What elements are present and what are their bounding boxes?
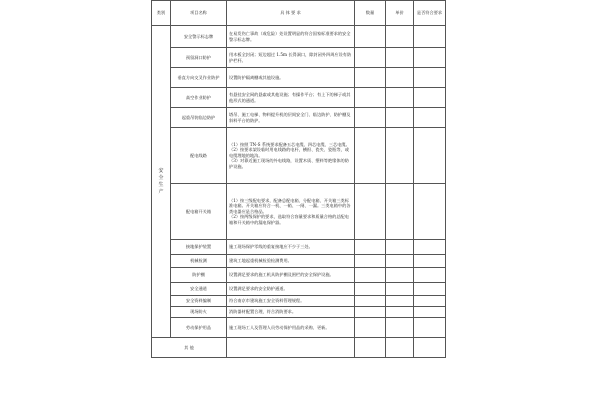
compliant-cell[interactable] <box>414 240 446 255</box>
unit-price-cell[interactable] <box>386 318 414 338</box>
unit-price-cell[interactable] <box>386 88 414 108</box>
table-row <box>152 296 446 307</box>
requirement-text: 用木板全封闭；短边超过 1.5m 长得洞口，除封闭外四周应设有防护栏杆。 <box>229 51 352 63</box>
quantity-cell[interactable] <box>355 307 386 318</box>
requirement-cell <box>227 283 355 296</box>
category-label: 安全生产 <box>158 167 164 195</box>
table-row <box>152 88 446 108</box>
footer-row <box>152 338 446 358</box>
header-unit-price: 单价 <box>386 1 414 26</box>
table-row <box>152 318 446 338</box>
quantity-cell[interactable] <box>355 68 386 88</box>
quantity-cell[interactable] <box>355 48 386 68</box>
item-name-cell: 配电线路 <box>171 128 227 184</box>
table-row <box>152 68 446 88</box>
requirement-text: （1）按三级配电要求，配备总配电箱、分配电箱、开关箱三类标准电箱。开关箱应符合一机、一箱、一闸、一漏。三类电箱中的各类电器应是合格品。 <box>229 197 351 214</box>
requirement-text: （1）按照 TN-S 系统要求配备五芯电缆、四芯电缆、三芯电缆。 <box>229 141 350 147</box>
requirement-cell <box>227 26 355 48</box>
item-name-cell: 安全警示标志牌 <box>171 26 227 48</box>
item-name-cell: 预留洞口防护 <box>171 48 227 68</box>
requirement-cell <box>227 255 355 268</box>
unit-price-cell[interactable] <box>386 26 414 48</box>
quantity-cell[interactable] <box>355 268 386 283</box>
unit-price-cell[interactable] <box>386 108 414 128</box>
requirement-cell <box>227 68 355 88</box>
footer-label: 其 他 <box>152 338 227 358</box>
requirement-text: 设置防护隔离棚或其他设施。 <box>229 74 284 80</box>
requirement-text: 有悬挂安全网的悬索或其他设施；有操作平台；有上下的梯子或其他形式的通道。 <box>229 91 351 103</box>
compliant-cell[interactable] <box>414 128 446 184</box>
item-name-cell: 现场防火 <box>171 307 227 318</box>
unit-price-cell[interactable] <box>386 268 414 283</box>
requirement-cell <box>227 296 355 307</box>
quantity-cell[interactable] <box>355 296 386 307</box>
requirement-text: 施工现场工人及管理人员劳动保护用品的采购、更新。 <box>229 324 330 330</box>
header-compliant: 是否符合要求 <box>414 1 446 26</box>
requirement-text: 塔吊、施工电梯、物料提升机的层间安全门、临边防护、防护棚及斜料平台的防护。 <box>229 111 351 123</box>
compliant-cell[interactable] <box>414 268 446 283</box>
footer-quantity-cell[interactable] <box>355 338 386 358</box>
quantity-cell[interactable] <box>355 283 386 296</box>
compliant-cell[interactable] <box>414 88 446 108</box>
requirement-text: 消防器材配置合理，符合消防要求。 <box>229 309 297 315</box>
quantity-cell[interactable] <box>355 88 386 108</box>
table-row <box>152 26 446 48</box>
requirement-cell <box>227 318 355 338</box>
unit-price-cell[interactable] <box>386 68 414 88</box>
table-row <box>152 268 446 283</box>
quantity-cell[interactable] <box>355 108 386 128</box>
requirement-text: 建筑工地起重机械检验检测费用。 <box>229 258 292 264</box>
compliant-cell[interactable] <box>414 26 446 48</box>
compliant-cell[interactable] <box>414 318 446 338</box>
unit-price-cell[interactable] <box>386 296 414 307</box>
quantity-cell[interactable] <box>355 26 386 48</box>
item-name-cell: 防护棚 <box>171 268 227 283</box>
requirement-text: 设置满足要求的施工机具防护棚及围栏的安全保护设施。 <box>229 272 334 278</box>
table-row <box>152 255 446 268</box>
header-row <box>152 1 446 26</box>
compliant-cell[interactable] <box>414 108 446 128</box>
unit-price-cell[interactable] <box>386 307 414 318</box>
item-name-cell: 垂直方向交叉作业防护 <box>171 68 227 88</box>
item-name-cell: 劳动保护用品 <box>171 318 227 338</box>
table-row <box>152 184 446 240</box>
table-row <box>152 48 446 68</box>
footer-requirement-cell[interactable] <box>227 338 355 358</box>
table-row <box>152 307 446 318</box>
unit-price-cell[interactable] <box>386 283 414 296</box>
unit-price-cell[interactable] <box>386 128 414 184</box>
item-name-cell: 接地保护装置 <box>171 240 227 255</box>
quantity-cell[interactable] <box>355 318 386 338</box>
requirement-cell <box>227 184 355 240</box>
requirement-text: 施工现场保护零线的重复接地应不少于三处。 <box>229 244 313 250</box>
category-cell <box>152 26 171 338</box>
table-row <box>152 128 446 184</box>
safety-requirements-sheet <box>151 0 445 397</box>
item-name-cell: 安全通道 <box>171 283 227 296</box>
requirement-text: 符合南京市建筑施工安全资料管理规程。 <box>229 298 305 304</box>
item-name-cell: 配电箱开关箱 <box>171 184 227 240</box>
quantity-cell[interactable] <box>355 184 386 240</box>
footer-compliant-cell[interactable] <box>414 338 446 358</box>
requirement-cell <box>227 240 355 255</box>
requirement-cell <box>227 128 355 184</box>
compliant-cell[interactable] <box>414 283 446 296</box>
header-item: 项目名称 <box>171 1 227 26</box>
requirement-cell <box>227 48 355 68</box>
compliant-cell[interactable] <box>414 184 446 240</box>
requirement-text: （2）按两级保护的要求，选取符合容量要求和质量合格的总配电箱和开关箱中的漏电保护器。 <box>229 214 349 225</box>
compliant-cell[interactable] <box>414 296 446 307</box>
requirement-cell <box>227 307 355 318</box>
requirements-table <box>151 0 446 358</box>
requirement-cell <box>227 88 355 108</box>
item-name-cell: 高空作业防护 <box>171 88 227 108</box>
requirement-text: （2）按要求架设临时用电线路的电杆，横担、瓷夹、瓷瓶等，或电缆埋地的地沟。 <box>229 147 349 158</box>
table-body <box>152 26 446 358</box>
table-row <box>152 240 446 255</box>
table-row <box>152 108 446 128</box>
table-row <box>152 283 446 296</box>
unit-price-cell[interactable] <box>386 48 414 68</box>
item-name-cell: 安全资料编制 <box>171 296 227 307</box>
footer-unit-price-cell[interactable] <box>386 338 414 358</box>
unit-price-cell[interactable] <box>386 255 414 268</box>
quantity-cell[interactable] <box>355 255 386 268</box>
requirement-cell <box>227 268 355 283</box>
item-name-cell: 机械检测 <box>171 255 227 268</box>
unit-price-cell[interactable] <box>386 240 414 255</box>
requirement-text: 在易发伤亡事故（或危险）处设置明显的符合国家标准要求的安全警示标志牌。 <box>229 30 351 42</box>
requirement-text: 设置满足要求的安全防护通道。 <box>229 286 288 292</box>
header-requirement: 具 体 要 求 <box>227 1 355 26</box>
quantity-cell[interactable] <box>355 240 386 255</box>
compliant-cell[interactable] <box>414 307 446 318</box>
compliant-cell[interactable] <box>414 68 446 88</box>
compliant-cell[interactable] <box>414 255 446 268</box>
quantity-cell[interactable] <box>355 128 386 184</box>
header-category: 类别 <box>152 1 171 26</box>
header-quantity: 数量 <box>355 1 386 26</box>
item-name-cell: 起重吊装临边防护 <box>171 108 227 128</box>
requirement-text: （3）对靠近施工现场的外电线路，设置木质、塑料等绝缘体的防护设施。 <box>229 158 349 169</box>
compliant-cell[interactable] <box>414 48 446 68</box>
requirement-cell <box>227 108 355 128</box>
unit-price-cell[interactable] <box>386 184 414 240</box>
